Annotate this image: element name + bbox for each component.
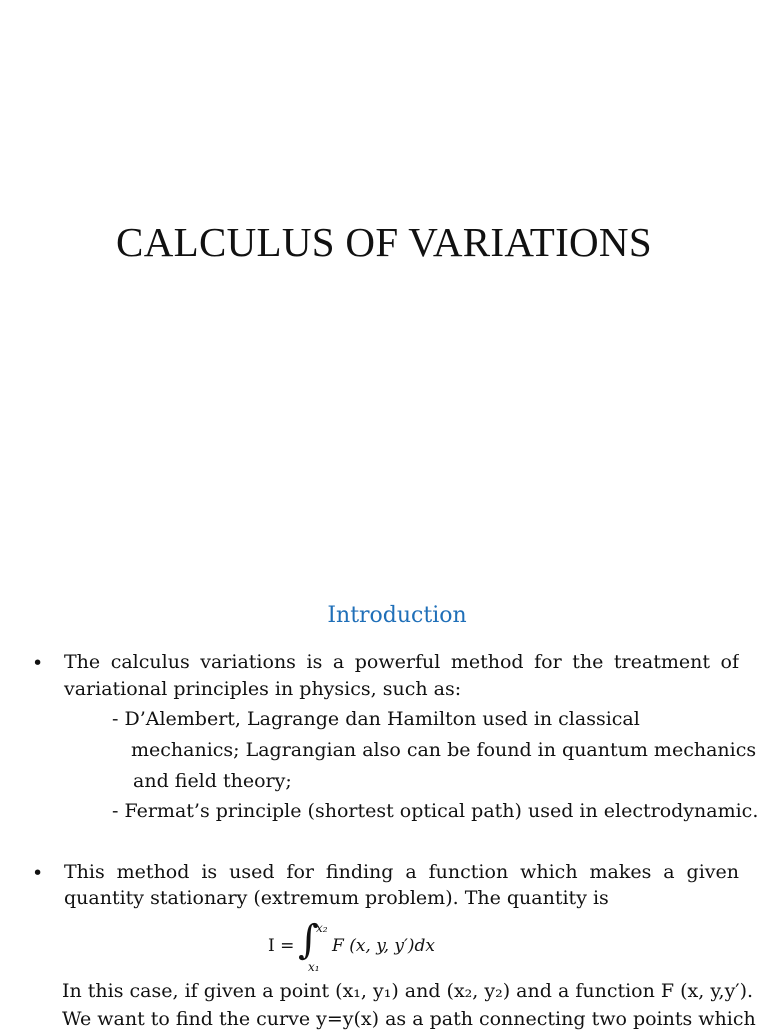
slide-title: CALCULUS OF VARIATIONS [116, 219, 652, 265]
paragraph-line1: In this case, if given a point (x₁, y₁) and (x₂, y₂) and a function F (x, y,y′). [62, 980, 754, 1002]
sub-item-2-line1: - Fermat’s principle (shortest optical path) used in electrodynamic. [112, 800, 759, 822]
bullet2-line1: This method is used for finding a function which makes a given [64, 861, 739, 883]
paragraph-line2: We want to find the curve y=y(x) as a path connecting two points which [62, 1008, 756, 1030]
equation-lhs: I = [268, 936, 295, 956]
integral-lower-limit: x₁ [308, 960, 320, 974]
bullet-marker-2: • [32, 862, 44, 884]
sub-item-1-line2: mechanics; Lagrangian also can be found in quantum mechanics [131, 739, 757, 761]
sub-item-1-line1: - D’Alembert, Lagrange dan Hamilton used in classical [112, 708, 640, 730]
integral-upper-limit: x₂ [316, 921, 328, 935]
integral-sign: ∫ [298, 917, 319, 963]
section-heading: Introduction [327, 603, 467, 628]
integral-equation [268, 917, 468, 976]
bullet1-line1: The calculus variations is a powerful method for the treatment of [64, 651, 739, 673]
bullet1-line2: variational principles in physics, such as: [64, 678, 462, 700]
sub-item-1-line3: and field theory; [133, 770, 292, 792]
bullet2-line2: quantity stationary (extremum problem). The quantity is [64, 887, 609, 909]
bullet-marker-1: • [32, 652, 44, 674]
integrand: F (x, y, y′)dx [332, 936, 435, 956]
